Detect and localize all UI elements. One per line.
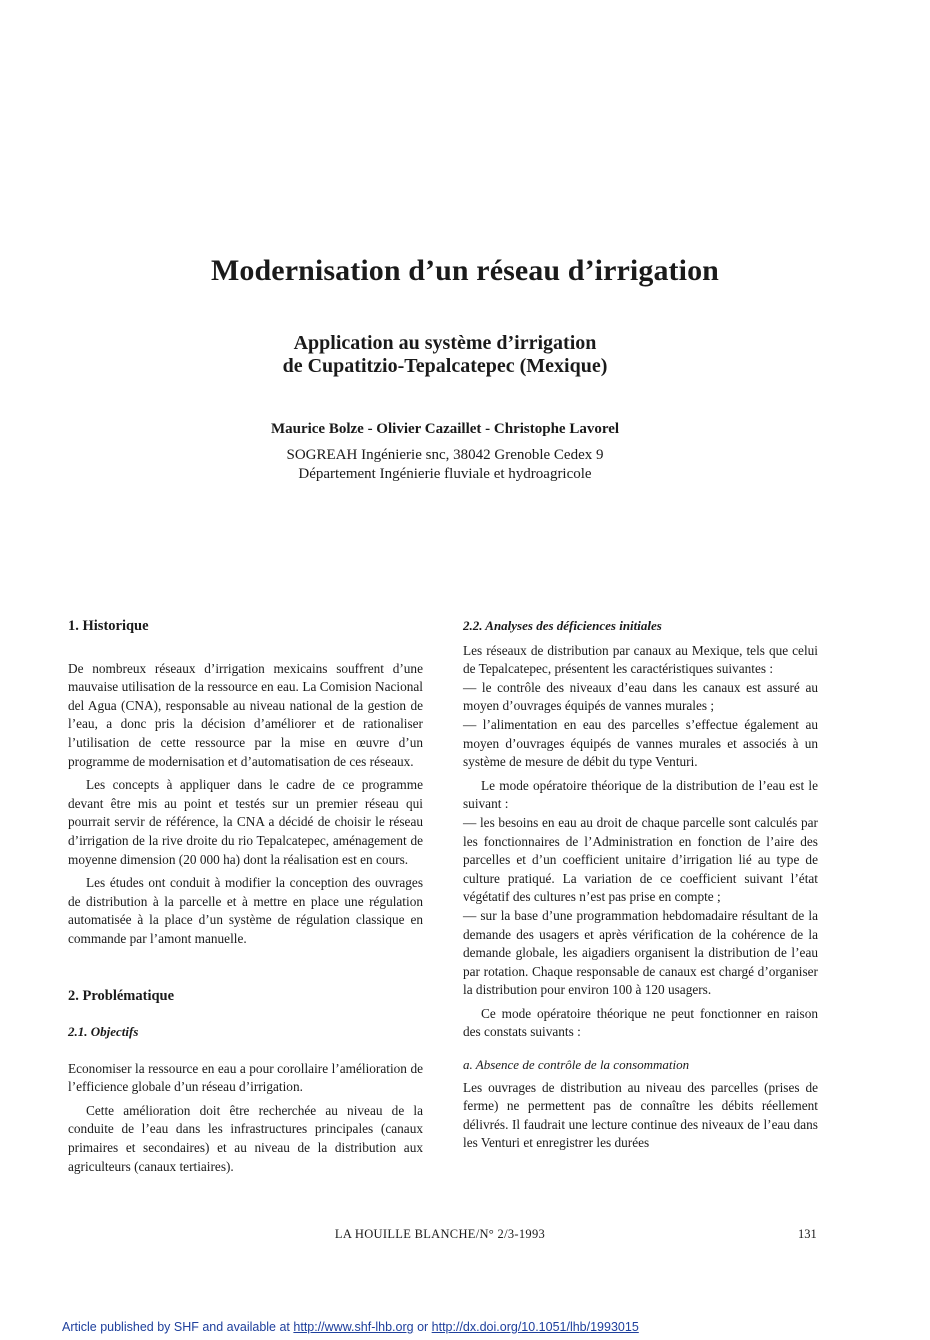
publication-note-or: or xyxy=(413,1320,432,1334)
doi-link[interactable]: http://dx.doi.org/10.1051/lhb/1993015 xyxy=(431,1320,639,1334)
paragraph: Les concepts à appliquer dans le cadre de ce programme devant être mis au point et testés sur un premier réseau qui pourrait servir de référence, la CNA a décidé de choisir le réseau d’irrigation de la rive droite du rio Tepalcatepec, aménagement de moyenne dimension (20 000 ha) dont la réalisation est en cours. xyxy=(68,777,423,867)
subtitle-line-1: Application au système d’irrigation xyxy=(293,332,597,354)
affiliation xyxy=(0,446,890,484)
paragraph: Cette amélioration doit être recherchée au niveau de la conduite de l’eau dans les infrastructures principales (canaux primaires et secondaires) et au niveau de la distribution aux agriculteurs (canaux tertiaires). xyxy=(68,1102,423,1174)
subsection-heading-absence-controle: a. Absence de contrôle de la consommation xyxy=(463,1057,690,1073)
subsection-heading-analyses: 2.2. Analyses des déficiences initiales xyxy=(463,618,662,633)
publication-note xyxy=(62,1320,639,1334)
affiliation-line-2: Département Ingénierie fluviale et hydroagricole xyxy=(298,466,592,482)
authors: Maurice Bolze - Olivier Cazaillet - Christophe Lavorel xyxy=(270,421,620,437)
article-subtitle xyxy=(0,332,890,378)
paragraph: Les réseaux de distribution par canaux au Mexique, tels que celui de Tepalcatepec, présentent les caractéristiques suivantes : xyxy=(463,642,818,677)
dash-item: — sur la base d’une programmation hebdomadaire résultant de la demande des usagers et après vérification de la cohérence de la demande globale, les aigadiers organisent la distribution de l’eau par rotation. Chaque responsable de canaux est chargé d’organiser la distribution pour environ 100 à 120 usagers. xyxy=(463,907,818,998)
subsection-heading-objectifs: 2.1. Objectifs xyxy=(68,1024,139,1040)
affiliation-line-1: SOGREAH Ingénierie snc, 38042 Grenoble Cedex 9 xyxy=(286,447,604,463)
subtitle-line-2: de Cupatitzio-Tepalcatepec (Mexique) xyxy=(282,355,608,377)
right-column xyxy=(463,617,818,1153)
journal-footer: LA HOUILLE BLANCHE/N° 2/3-1993 xyxy=(334,1227,546,1241)
page-number: 131 xyxy=(798,1227,817,1241)
paragraph: Les études ont conduit à modifier la conception des ouvrages de distribution à la parcelle et à mettre en place une régulation automatisée à la place d’un système de régulation classique en commande par l’amont manuelle. xyxy=(68,875,423,946)
section-heading-problematique: 2. Problématique xyxy=(68,987,175,1004)
paragraph: Le mode opératoire théorique de la distribution de l’eau est le suivant : xyxy=(463,777,818,812)
dash-item: — l’alimentation en eau des parcelles s’effectue également au moyen d’ouvrages équipés de vannes murales et associés à un système de mesure de débit du type Venturi. xyxy=(463,716,818,770)
paragraph: Les ouvrages de distribution au niveau des parcelles (prises de ferme) ne permettent pas de connaître les débits réellement délivrés. Il faudrait une lecture continue des niveaux de l’eau dans les Venturi et enregistrer les durées xyxy=(463,1079,818,1151)
section-heading-historique: 1. Historique xyxy=(68,618,149,634)
left-column xyxy=(68,617,423,1176)
dash-item: — les besoins en eau au droit de chaque parcelle sont calculés par les fonctionnaires de l’Administration en fonction de l’aire des parcelles et d’un coefficient unitaire d’irrigation lié au type de culture pratiqué. La variation de ce coefficient suivant l’état végétatif des cultures n’est pas prise en compte ; xyxy=(463,814,818,905)
article-title: Modernisation d’un réseau d’irrigation xyxy=(211,254,719,287)
shf-link[interactable]: http://www.shf-lhb.org xyxy=(293,1320,414,1334)
paragraph: Economiser la ressource en eau a pour corollaire l’amélioration de l’efficience globale d’un réseau d’irrigation. xyxy=(68,1060,423,1095)
paragraph: De nombreux réseaux d’irrigation mexicains souffrent d’une mauvaise utilisation de la ressource en eau. La Comision Nacional del Agua (CNA), responsable au niveau national de la gestion de l’eau, a donc pris la décision d’améliorer et de rationaliser l’utilisation de cette ressource par la mise en œuvre d’un programme de modernisation et d’automatisation de ces réseaux. xyxy=(68,660,423,769)
paragraph: Ce mode opératoire théorique ne peut fonctionner en raison des constats suivants : xyxy=(463,1005,818,1040)
dash-item: — le contrôle des niveaux d’eau dans les canaux est assuré au moyen d’ouvrages équipés de vannes murales ; xyxy=(463,679,818,714)
publication-note-prefix: Article published by SHF and available at xyxy=(62,1320,294,1334)
